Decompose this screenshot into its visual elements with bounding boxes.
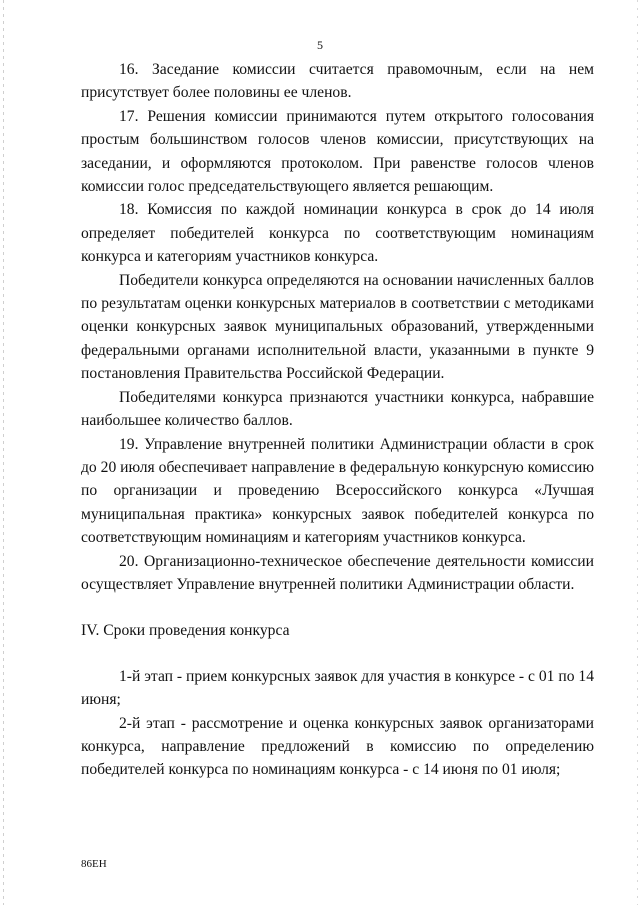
paragraph-winners-criteria: Победители конкурса определяются на основании начисленных баллов по результатам оценки конкурсных материалов в соответствии с методиками оценки конкурсных заявок муниципальных образований, утвержденными федеральными органами исполнительной власти, указанными в пункте 9 постановления Правительства Российской Федерации.: [81, 271, 594, 383]
stage-1: 1-й этап - прием конкурсных заявок для участия в конкурсе - с 01 по 14 июня;: [81, 667, 594, 709]
scan-edge-left: [3, 0, 4, 905]
paragraph-16: 16. Заседание комиссии считается правомочным, если на нем присутствует более половины ее членов.: [81, 61, 594, 102]
stage-2: 2-й этап - рассмотрение и оценка конкурсных заявок организаторами конкурса, направление предложений в комиссию по определению победителей конкурса по номинациям конкурса - с 14 июня по 01 июля;: [81, 714, 594, 779]
section-heading: IV. Сроки проведения конкурса: [81, 622, 290, 640]
paragraph-winners-recognition: Победителями конкурса признаются участники конкурса, набравшие наибольшее количество баллов.: [81, 388, 594, 430]
paragraph-17: 17. Решения комиссии принимаются путем открытого голосования простым большинством голосов членов комиссии, присутствующих на заседании, и оформляются протоколом. При равенстве голосов членов комиссии голос председательствующего является решающим.: [81, 107, 594, 196]
scan-edge-right: [637, 0, 638, 905]
footer-code: 86ЕН: [81, 858, 107, 870]
page-number: 5: [317, 38, 323, 52]
document-body: [81, 58, 594, 782]
paragraph-20: 20. Организационно-техническое обеспечение деятельности комиссии осуществляет Управление внутренней политики Администрации области.: [81, 552, 594, 593]
paragraph-19: 19. Управление внутренней политики Администрации области в срок до 20 июля обеспечивает направление в федеральную конкурсную комиссию по организации и проведению Всероссийского конкурса «Лучшая муниципальная практика» конкурсных заявок победителей конкурса по соответствующим номинациям и категориям участников конкурса.: [81, 435, 594, 547]
paragraph-18: 18. Комиссия по каждой номинации конкурса в срок до 14 июля определяет победителей конкурса по соответствующим номинациям конкурса и категориям участников конкурса.: [81, 201, 594, 266]
